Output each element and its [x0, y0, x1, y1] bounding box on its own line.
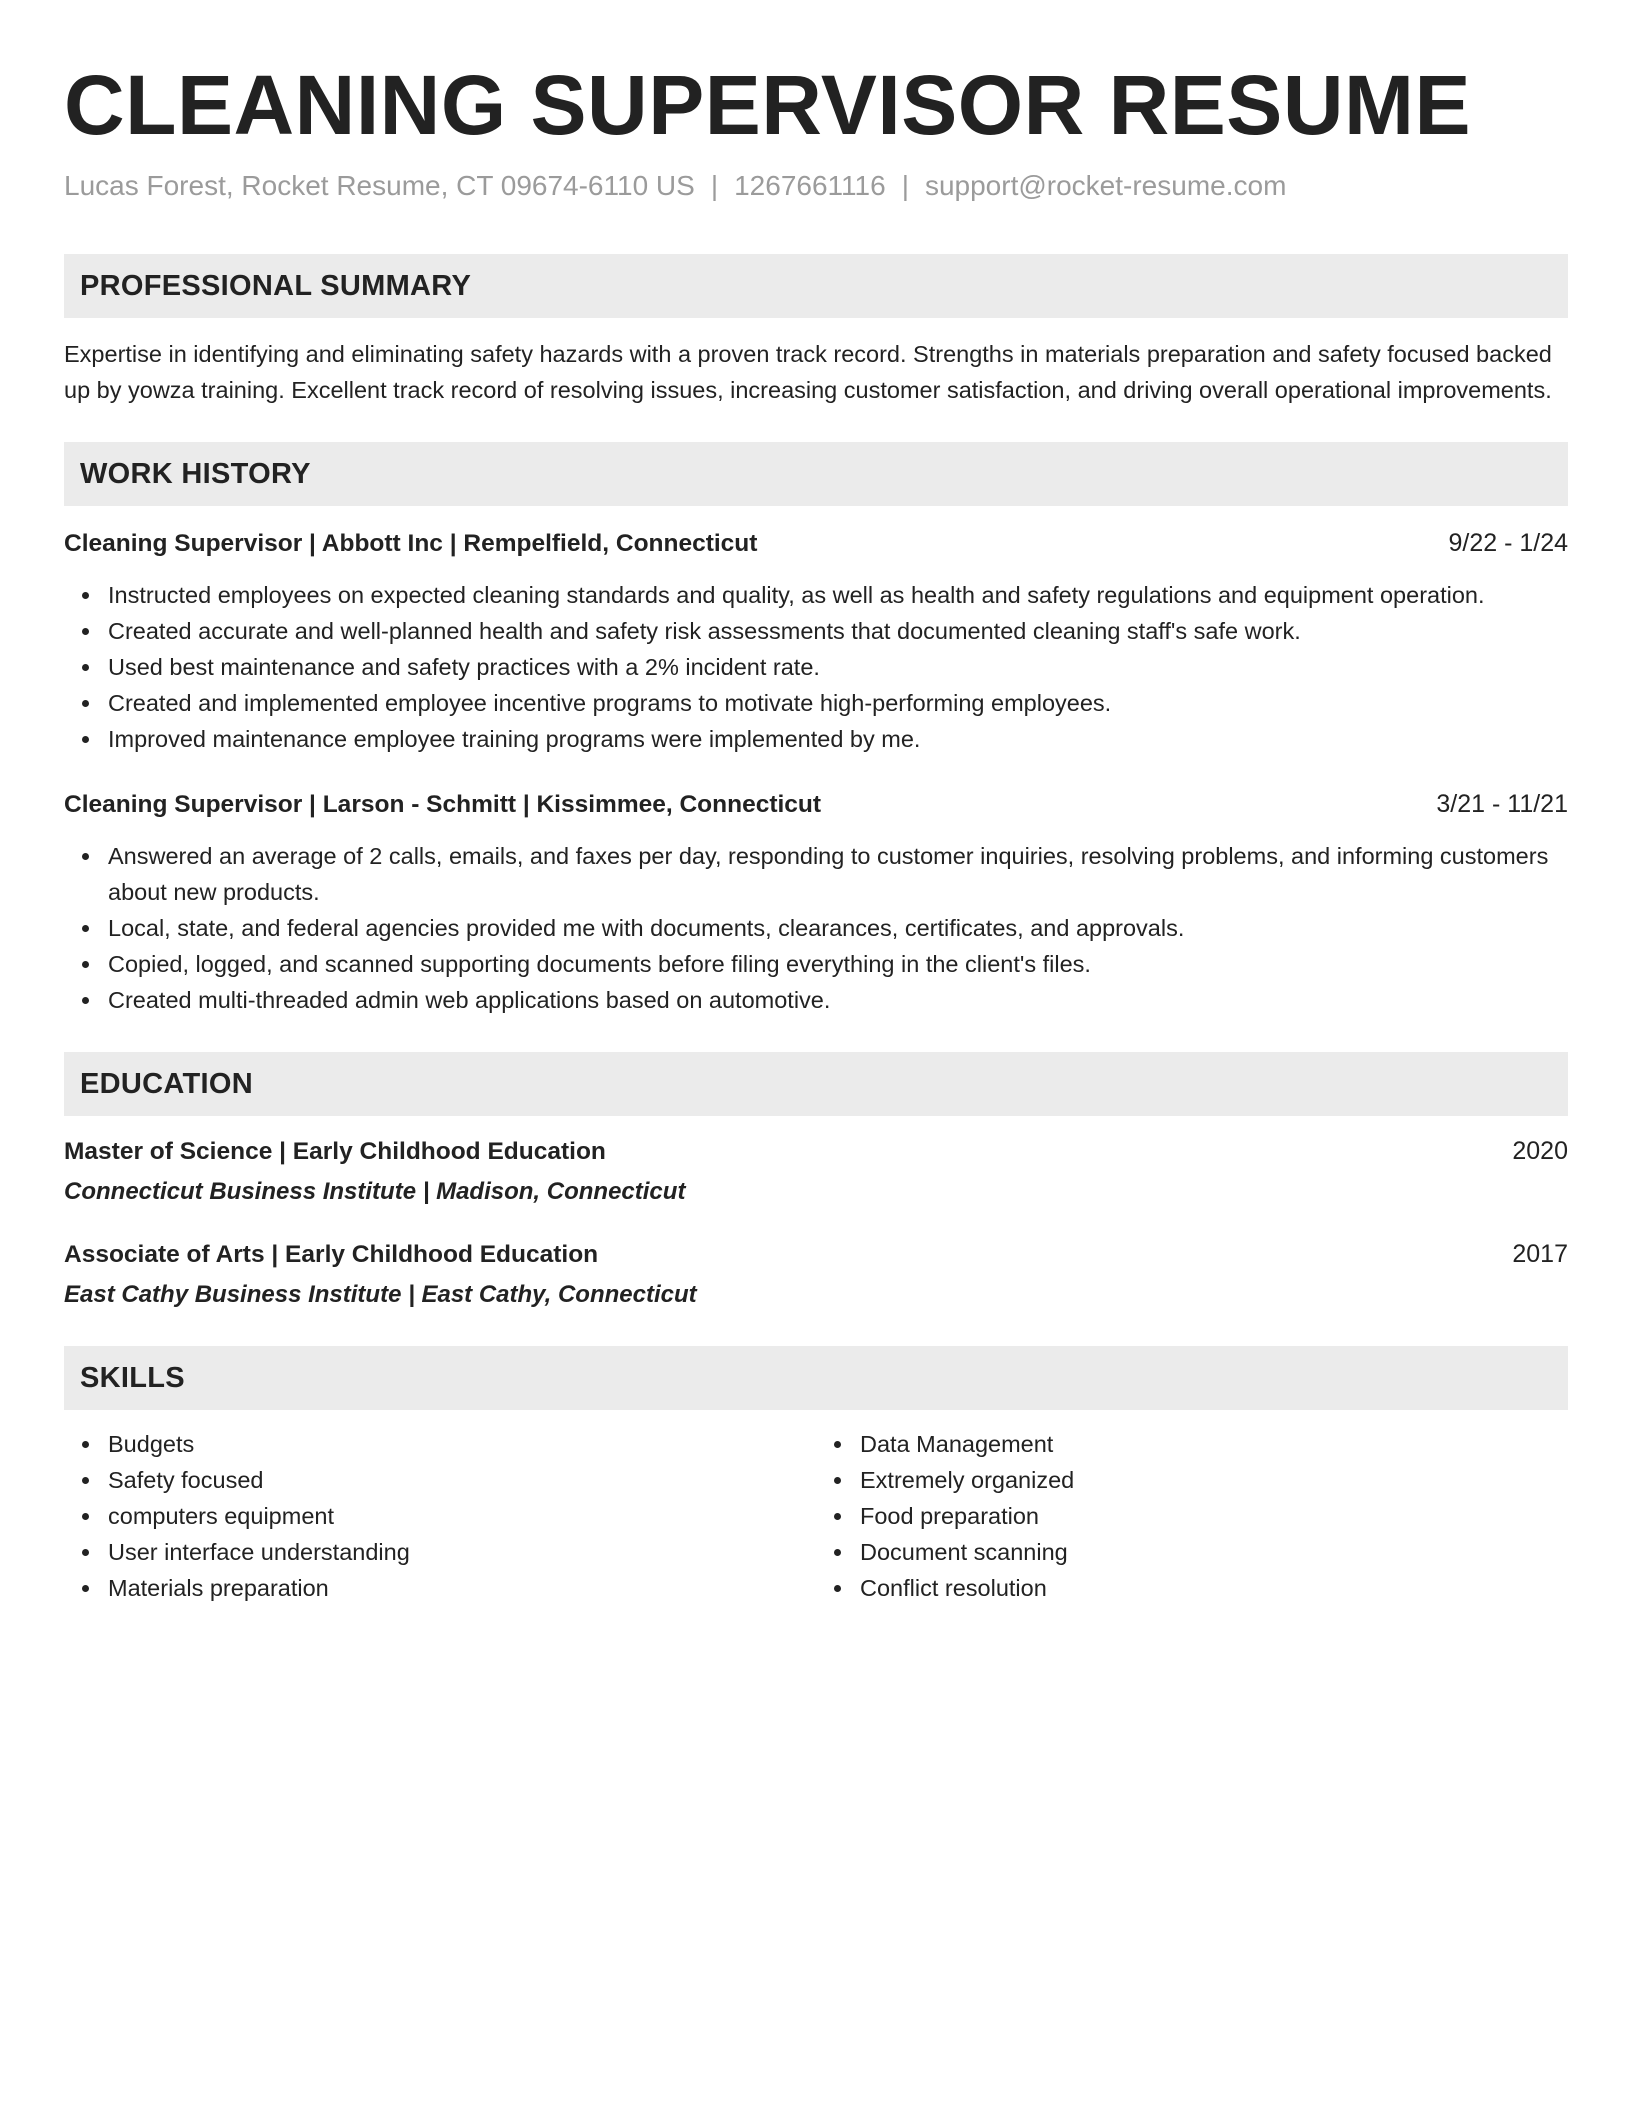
job-bullets: [64, 577, 1568, 757]
job-dates: 3/21 - 11/21: [1436, 790, 1568, 818]
job-bullets: [64, 838, 1568, 1018]
contact-line: [64, 168, 1568, 204]
skills-column-right: [816, 1426, 1568, 1606]
skill-item: Extremely organized: [860, 1462, 1568, 1498]
skills-section-header: [64, 1346, 1568, 1410]
education-school: East Cathy Business Institute | East Cathy, Connecticut: [64, 1281, 697, 1308]
job-bullet: Created accurate and well-planned health and safety risk assessments that documented cleaning staff's safe work.: [108, 613, 1568, 649]
skills-list: [64, 1426, 1568, 1606]
job-title: Cleaning Supervisor | Abbott Inc | Rempelfield, Connecticut: [64, 530, 758, 557]
contact-phone: 1267661116: [734, 170, 886, 201]
skill-item: Safety focused: [108, 1462, 816, 1498]
job-bullet: Improved maintenance employee training programs were implemented by me.: [108, 721, 1568, 757]
summary-text: Expertise in identifying and eliminating safety hazards with a proven track record. Strengths in materials preparation and safety focused backed up by yowza training. Excellent track record of resolving issues, increasing customer satisfaction, and driving overall operational improvements.: [64, 341, 1552, 403]
skill-item: Materials preparation: [108, 1570, 816, 1606]
skill-item: Conflict resolution: [860, 1570, 1568, 1606]
skill-item: Food preparation: [860, 1498, 1568, 1534]
job-bullet: Copied, logged, and scanned supporting documents before filing everything in the client's files.: [108, 946, 1568, 982]
job-title: Cleaning Supervisor | Larson - Schmitt | Kissimmee, Connecticut: [64, 791, 822, 818]
job-bullet: Created multi-threaded admin web applications based on automotive.: [108, 982, 1568, 1018]
job-bullet: Answered an average of 2 calls, emails, and faxes per day, responding to customer inquiries, resolving problems, and informing customers about new products.: [108, 838, 1568, 910]
education-degree: Associate of Arts | Early Childhood Education: [64, 1241, 599, 1268]
skill-item: Budgets: [108, 1426, 816, 1462]
job-entry: [64, 526, 1568, 757]
job-dates: 9/22 - 1/24: [1448, 529, 1568, 557]
skill-item: Document scanning: [860, 1534, 1568, 1570]
contact-separator: |: [901, 170, 909, 201]
contact-email: support@rocket-resume.com: [924, 170, 1287, 201]
skill-item: computers equipment: [108, 1498, 816, 1534]
education-heading: EDUCATION: [80, 1067, 253, 1100]
summary-heading: PROFESSIONAL SUMMARY: [80, 269, 472, 302]
work-heading: WORK HISTORY: [80, 457, 311, 490]
education-section-header: [64, 1052, 1568, 1116]
education-entry: [64, 1134, 1568, 1209]
contact-separator: |: [710, 170, 719, 201]
work-section-header: [64, 442, 1568, 506]
resume-title: CLEANING SUPERVISOR RESUME: [64, 58, 1471, 152]
education-degree: Master of Science | Early Childhood Education: [64, 1138, 606, 1165]
education-year: 2017: [1512, 1240, 1568, 1268]
job-entry: [64, 787, 1568, 1018]
job-bullet: Instructed employees on expected cleaning standards and quality, as well as health and safety regulations and equipment operation.: [108, 577, 1568, 613]
skills-column-left: [64, 1426, 816, 1606]
summary-section-header: [64, 254, 1568, 318]
job-header: [64, 526, 1568, 561]
job-header: [64, 787, 1568, 822]
contact-address: Lucas Forest, Rocket Resume, CT 09674-6110 US: [64, 170, 695, 201]
skill-item: User interface understanding: [108, 1534, 816, 1570]
education-header: [64, 1237, 1568, 1272]
skill-item: Data Management: [860, 1426, 1568, 1462]
job-bullet: Local, state, and federal agencies provided me with documents, clearances, certificates, and approvals.: [108, 910, 1568, 946]
job-bullet: Used best maintenance and safety practices with a 2% incident rate.: [108, 649, 1568, 685]
job-bullet: Created and implemented employee incentive programs to motivate high-performing employees.: [108, 685, 1568, 721]
education-school: Connecticut Business Institute | Madison, Connecticut: [64, 1178, 686, 1205]
education-header: [64, 1134, 1568, 1169]
education-entry: [64, 1237, 1568, 1312]
education-year: 2020: [1512, 1137, 1568, 1165]
skills-heading: SKILLS: [80, 1361, 185, 1394]
